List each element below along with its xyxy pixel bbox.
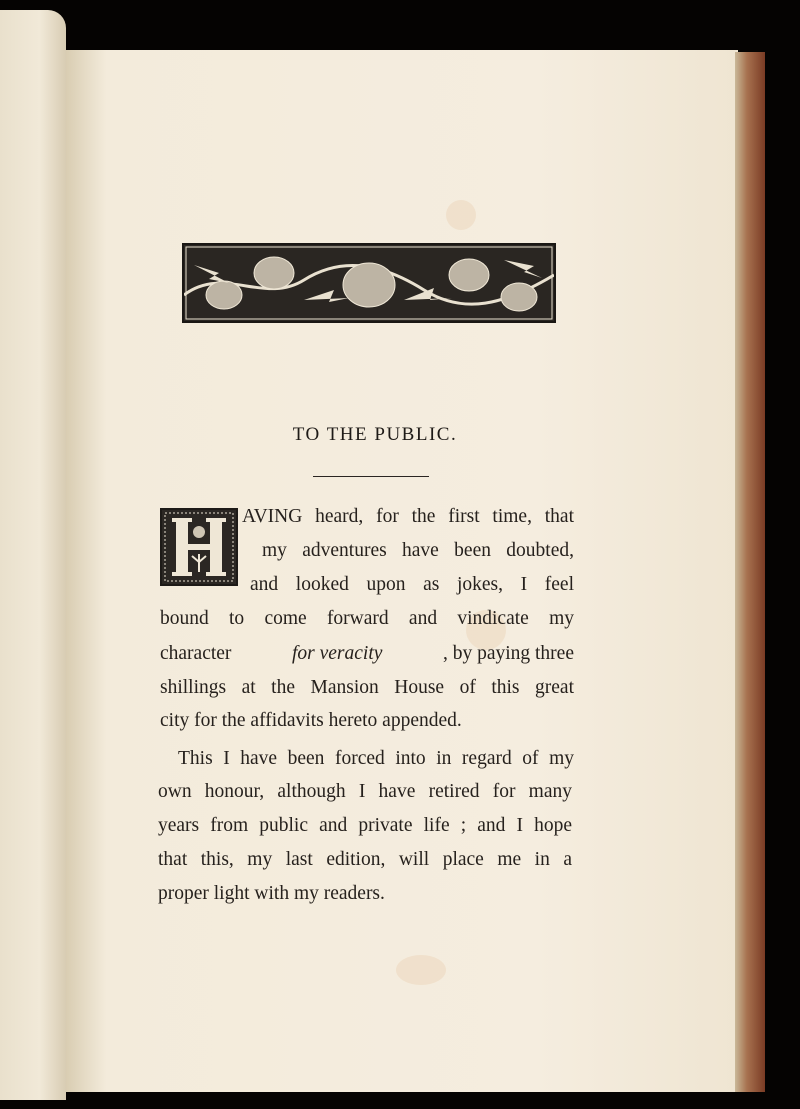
text-line: that this, my last edition, will place me in a	[158, 849, 572, 870]
text-line: city for the affidavits hereto appended.	[160, 710, 462, 731]
text-line: my adventures have been doubted,	[262, 540, 574, 561]
text-line: and looked upon as jokes, I feel	[250, 574, 574, 595]
italic-phrase: for veracity	[291, 643, 383, 664]
left-page	[0, 10, 66, 1100]
text-line: years from public and private life ; and I hope	[158, 815, 572, 836]
drop-cap-h	[160, 508, 238, 586]
heading-rule	[313, 476, 429, 477]
thistle-ornament-banner	[182, 243, 556, 323]
text-line: AVING heard, for the first time, that	[242, 506, 574, 527]
text-line: shillings at the Mansion House of this great	[160, 677, 574, 698]
text-line: own honour, although I have retired for many	[158, 781, 572, 802]
book-edge	[735, 52, 765, 1092]
page-heading: TO THE PUBLIC.	[292, 424, 458, 445]
text-line: This I have been forced into in regard of my	[178, 748, 574, 769]
text-line: bound to come forward and vindicate my	[160, 608, 574, 629]
text-line: proper light with my readers.	[158, 883, 385, 904]
text-line: character for veracity , by paying three	[160, 643, 574, 664]
